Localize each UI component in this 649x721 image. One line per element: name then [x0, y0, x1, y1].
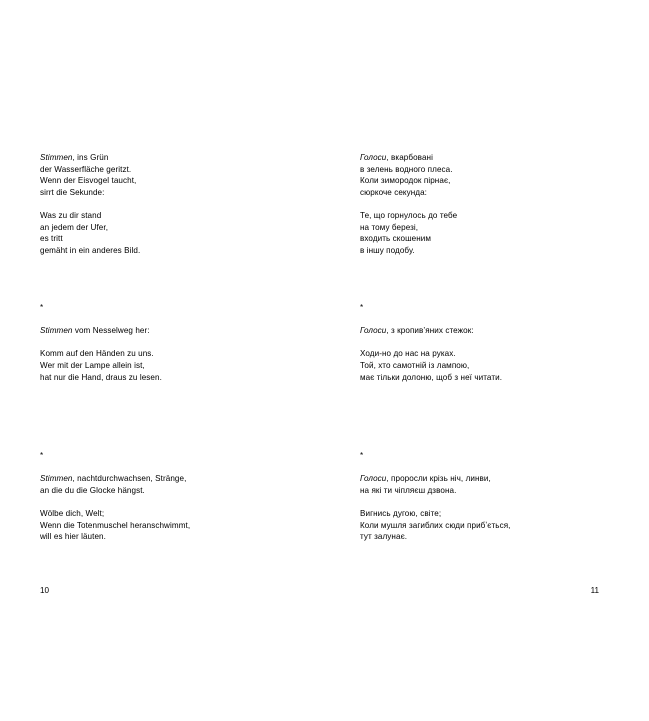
poem-section-right-1 [360, 152, 625, 256]
poem-line-italic: Stimmen [40, 474, 73, 484]
poem-section-left-3 [40, 450, 294, 543]
poem-line [360, 325, 625, 337]
poem-line: Той, хто самотній із лампою, [360, 360, 470, 370]
stanza [360, 348, 625, 383]
stanza [360, 152, 625, 198]
poem-line: Wer mit der Lampe allein ist, [40, 360, 145, 370]
poem-section-right-3 [360, 450, 625, 543]
stanza [40, 325, 294, 337]
poem-line [40, 473, 294, 485]
poem-line: will es hier läuten. [40, 532, 106, 542]
section-separator: * [360, 451, 364, 460]
stanza [360, 325, 625, 337]
poem-line: тут залунає. [360, 532, 408, 542]
poem-line: на тому березі, [360, 222, 419, 232]
section-separator: * [40, 303, 44, 312]
poem-line: Was zu dir stand [40, 210, 102, 220]
poem-line: Ходи-но до нас на руках. [360, 349, 456, 359]
poem-section-left-2 [40, 302, 294, 383]
poem-line: Коли зимородок пірнає, [360, 176, 451, 186]
poem-line-rest: , з кропив’яних стежок: [386, 326, 474, 336]
page-number-right: 11 [590, 586, 599, 595]
poem-section-right-2 [360, 302, 625, 383]
poem-line: має тільки долоню, щоб з неї читати. [360, 372, 503, 382]
poem-line-rest: vom Nesselweg her: [72, 326, 150, 336]
poem-line: Те, що горнулось до тебе [360, 210, 458, 220]
poem-line: es tritt [40, 234, 63, 244]
stanza [40, 508, 294, 543]
poem-line: в іншу подобу. [360, 245, 415, 255]
poem-line: der Wasserfläche geritzt. [40, 164, 132, 174]
stanza [40, 473, 294, 496]
poem-line: на які ти чіпляєш дзвона. [360, 485, 457, 495]
poem-line [360, 152, 625, 164]
poem-line [40, 152, 294, 164]
section-separator: * [40, 451, 44, 460]
poem-line: Вигнись дугою, світе; [360, 508, 442, 518]
stanza [40, 348, 294, 383]
poem-line: sirrt die Sekunde: [40, 187, 105, 197]
stanza [360, 508, 625, 543]
poem-line: Wenn der Eisvogel taucht, [40, 176, 137, 186]
poem-line: an die du die Glocke hängst. [40, 485, 145, 495]
stanza [360, 473, 625, 496]
poem-line: hat nur die Hand, draus zu lesen. [40, 372, 162, 382]
poem-line-rest: , nachtdurchwachsen, Stränge, [72, 474, 187, 484]
page-number-left: 10 [40, 586, 50, 595]
poem-line: Wenn die Totenmuschel heranschwimmt, [40, 520, 191, 530]
poem-line-rest: , ins Grün [72, 153, 109, 162]
stanza [40, 210, 294, 256]
poem-line-italic: Голоси [360, 326, 387, 336]
poem-line-italic: Stimmen [40, 153, 73, 162]
poem-line: в зелень водного плеса. [360, 164, 453, 174]
page-right [324, 0, 649, 721]
poem-line-rest: , проросли крізь ніч, линви, [386, 474, 491, 484]
poem-line: an jedem der Ufer, [40, 222, 109, 232]
poem-line: gemäht in ein anderes Bild. [40, 245, 141, 255]
poem-line: Wölbe dich, Welt; [40, 508, 105, 518]
poem-line-italic: Stimmen [40, 326, 73, 336]
section-separator: * [360, 303, 364, 312]
poem-section-left-1 [40, 152, 294, 256]
poem-line-italic: Голоси [360, 474, 387, 484]
stanza [40, 152, 294, 198]
poem-line: входить скошеним [360, 234, 432, 244]
poem-line-rest: , вкарбовані [386, 153, 433, 162]
poem-line [40, 325, 294, 337]
page-left [0, 0, 324, 721]
stanza [360, 210, 625, 256]
poem-line: Коли мушля загиблих сюди прибʼється, [360, 520, 511, 530]
poem-line [360, 473, 625, 485]
poem-line-italic: Голоси [360, 153, 387, 162]
poem-line: сюркоче секунда: [360, 187, 428, 197]
poem-line: Komm auf den Händen zu uns. [40, 349, 154, 359]
